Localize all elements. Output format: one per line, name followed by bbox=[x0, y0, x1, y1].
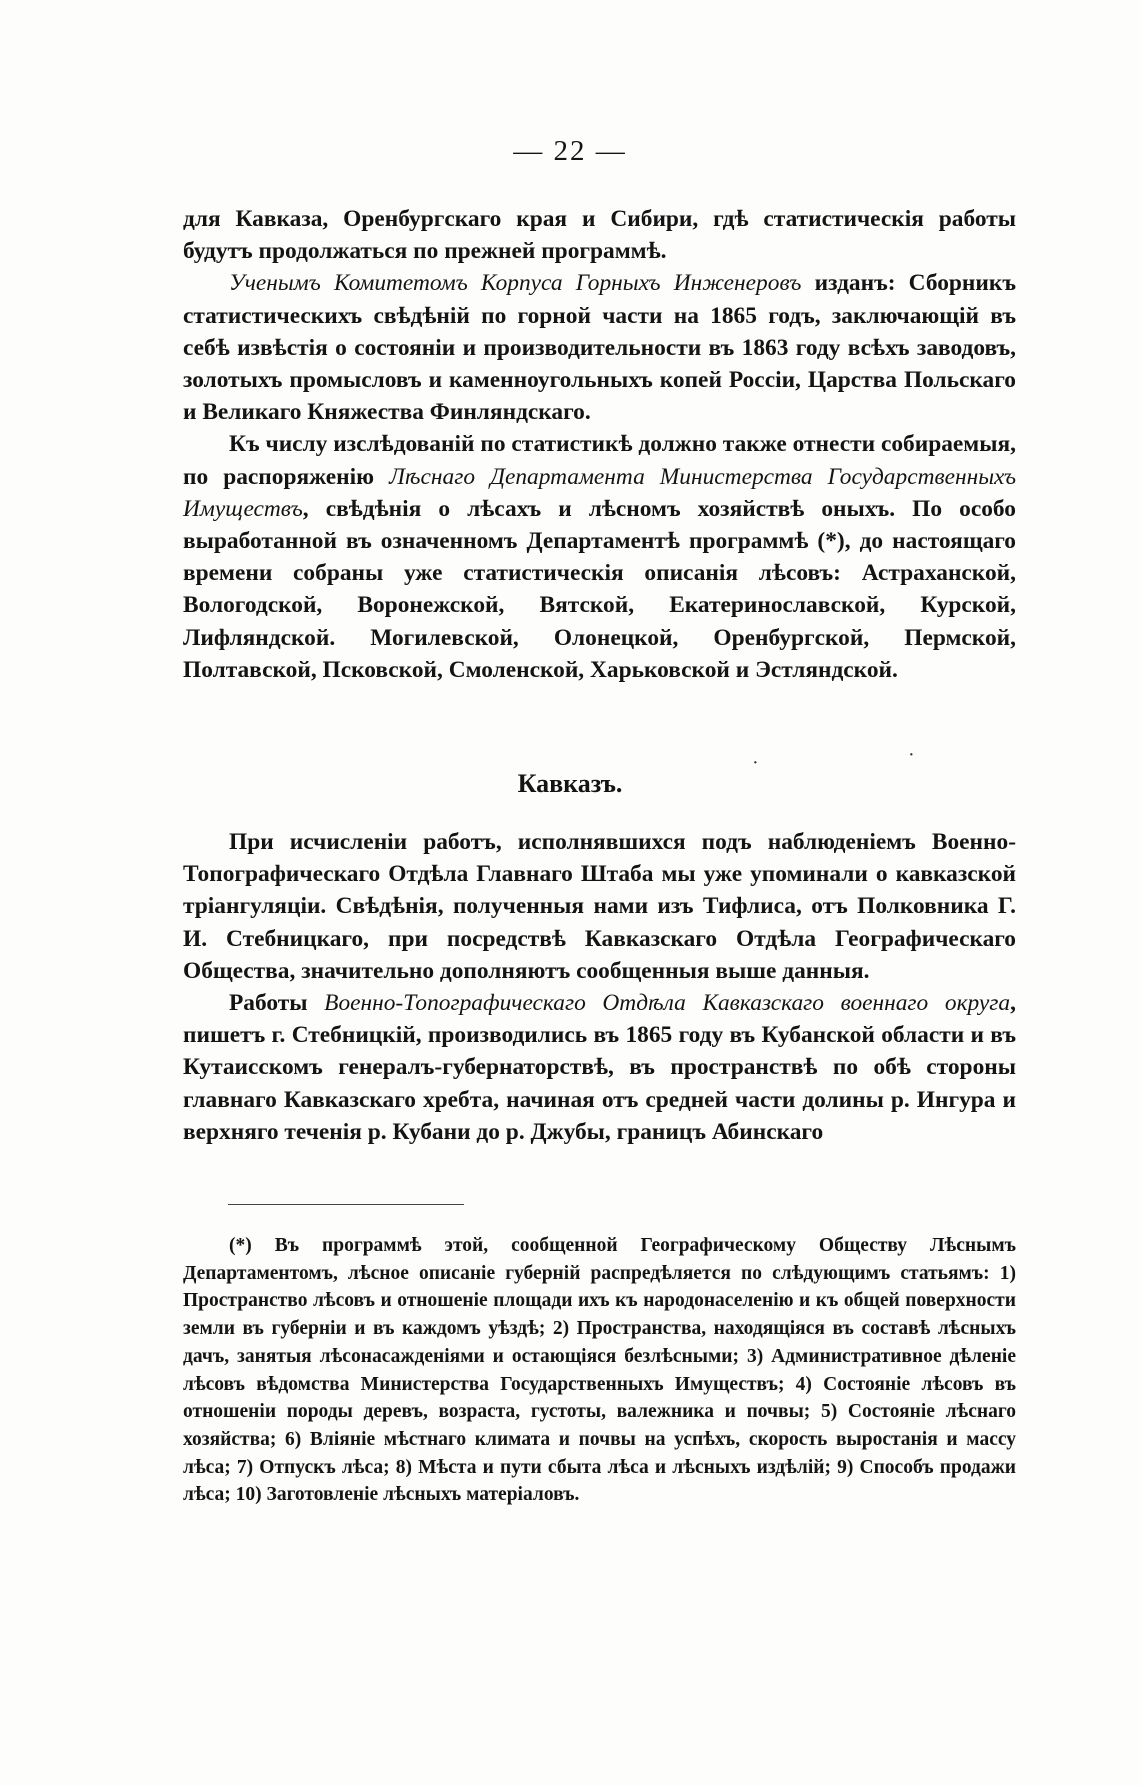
institution-name-italic: Военно-Топографическаго Отдѣла Кавказскаго военнаго округа bbox=[324, 990, 1011, 1017]
section-heading: Кавказъ. bbox=[517, 769, 623, 798]
footnote-text: (*) Въ программѣ этой, сообщенной Географическому Обществу Лѣснымъ Департаментомъ, лѣсное описаніе губерній распредѣляется по слѣдующимъ статьямъ: 1) Пространство лѣсовъ и отношеніе площади ихъ къ народонаселенію и къ общей поверхности земли въ губерніи и въ каждомъ уѣздѣ; 2) Пространства, находящіяся въ составѣ лѣсныхъ дачъ, занятыя лѣсонасажденіями и остающіяся безлѣсными; 3) Административное дѣленіе лѣсовъ вѣдомства Министерства Государственныхъ Имуществъ; 4) Состояніе лѣсовъ въ отношеніи породы деревъ, возраста, густоты, валежника и почвы; 5) Состояніе лѣснаго хозяйства; 6) Вліяніе мѣстнаго климата и почвы на успѣхъ, скорость выростанія и массу лѣса; 7) Отпускъ лѣса; 8) Мѣста и пути сбыта лѣса и лѣсныхъ издѣлій; 9) Способъ продажи лѣса; 10) Заготовленіе лѣсныхъ матеріаловъ. bbox=[183, 1235, 1016, 1506]
paragraph-text: Работы bbox=[229, 990, 325, 1017]
institution-name-italic: Ученымъ Комитетомъ Корпуса Горныхъ Инженеровъ bbox=[229, 270, 802, 297]
section-caucasus bbox=[183, 826, 1016, 1148]
print-speck: · bbox=[908, 744, 915, 766]
paragraph-text: Къ числу изслѣдованій по статистикѣ должно также отнести собираемыя, по распоряженію bbox=[183, 431, 1016, 490]
page-number: — 22 — bbox=[513, 135, 627, 167]
paragraph-text: , пишетъ г. Стебницкій, производились въ 1865 году въ Кубанской области и въ Кутаисскомъ генералъ-губернаторствѣ, въ пространствѣ по обѣ стороны главнаго Кавказскаго хребта, начиная отъ средней части долины р. Ингура и верхняго теченія р. Кубани до р. Джубы, границъ Абинскаго bbox=[183, 990, 1016, 1145]
paragraph-text: изданъ: Сборникъ статистическихъ свѣдѣній по горной части на 1865 годъ, заключающій въ себѣ извѣстія о состояніи и производительности въ 1863 году всѣхъ заводовъ, золотыхъ промысловъ и каменноугольныхъ копей Россіи, Царства Польскаго и Великаго Княжества Финляндскаго. bbox=[183, 270, 1017, 426]
section-intro bbox=[183, 203, 1016, 686]
paragraph-topographic-works bbox=[183, 987, 1016, 1148]
paragraph-forestry bbox=[183, 428, 1016, 686]
footnote bbox=[183, 1232, 1016, 1509]
paragraph-text: , свѣдѣнія о лѣсахъ и лѣсномъ хозяйствѣ оныхъ. По особо выработанной въ означенномъ Департаментѣ программѣ (*), до настоящаго времени собраны уже статистическія описанія лѣсовъ: Астраханской, Вологодской, Воронежской, Вятской, Екатеринославской, Курской, Лифляндской. Могилевской, Олонецкой, Оренбургской, Пермской, Полтавской, Псковской, Смоленской, Харьковской и Эстляндской. bbox=[183, 495, 1016, 683]
paragraph-continuation: для Кавказа, Оренбургскаго края и Сибири, гдѣ статистическія работы будутъ продолжаться по прежней программѣ. bbox=[183, 206, 1016, 265]
paragraph-mining-committee bbox=[183, 267, 1016, 428]
footnote-separator bbox=[228, 1204, 464, 1205]
institution-name-italic: Лѣснаго Департамента Министерства Государственныхъ Имуществъ bbox=[183, 463, 1016, 522]
paragraph-triangulation: При исчисленіи работъ, исполнявшихся подъ наблюденіемъ Военно-Топографическаго Отдѣла Главнаго Штаба мы уже упоминали о кавказской тріангуляціи. Свѣдѣнія, полученныя нами изъ Тифлиса, отъ Полковника Г. И. Стебницкаго, при посредствѣ Кавказскаго Отдѣла Географическаго Общества, значительно дополняютъ сообщенныя выше данныя. bbox=[183, 829, 1016, 984]
print-speck: · bbox=[752, 752, 759, 774]
